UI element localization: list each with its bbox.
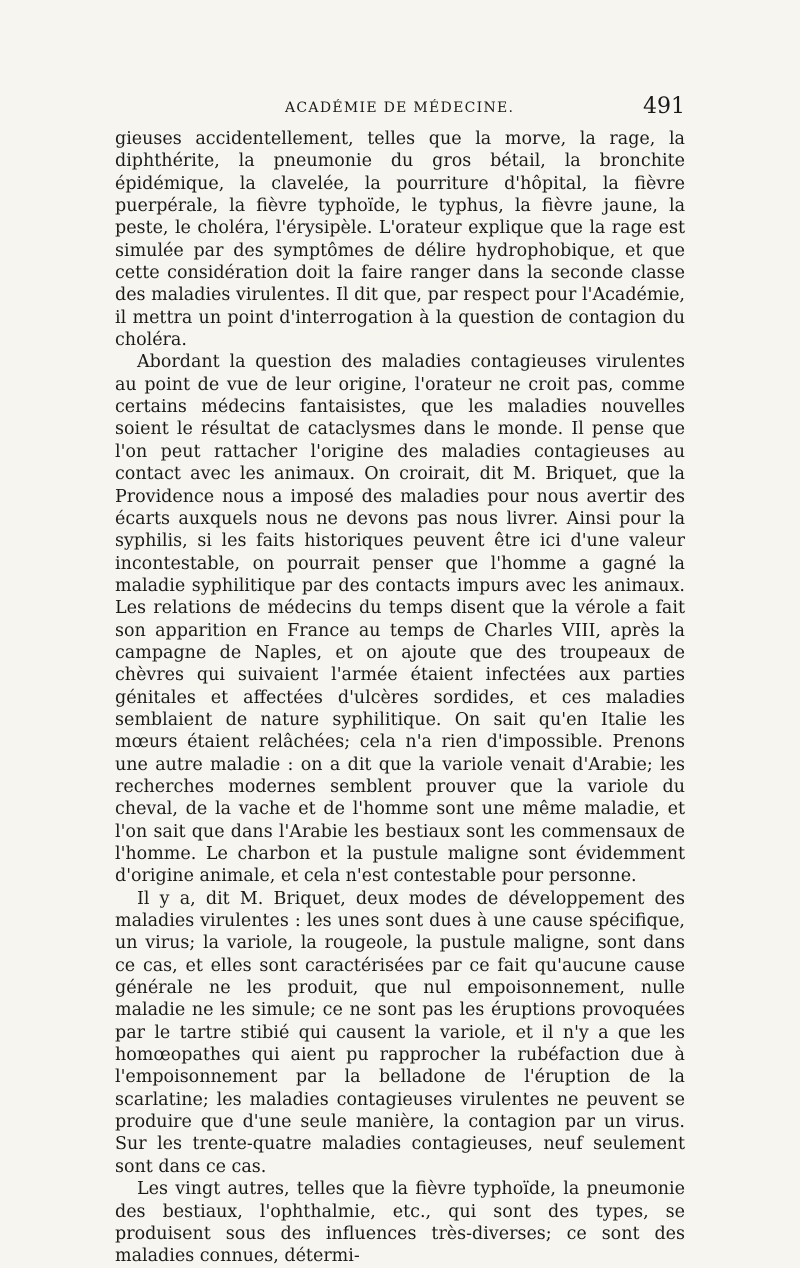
page-header [115, 96, 685, 126]
paragraph: Abordant la question des maladies contagieuses virulentes au point de vue de leur origine, l'orateur ne croit pas, comme certains médecins fantaisistes, que les maladies nouvelles soient le résultat de cataclysmes dans le monde. Il pense que l'on peut rattacher l'origine des maladies contagieuses au contact avec les animaux. On croirait, dit M. Briquet, que la Providence nous a imposé des maladies pour nous avertir des écarts auxquels nous ne devons pas nous livrer. Ainsi pour la syphilis, si les faits historiques peuvent être ici d'une valeur incontestable, on pourrait penser que l'homme a gagné la maladie syphilitique par des contacts impurs avec les animaux. Les relations de médecins du temps disent que la vérole a fait son apparition en France au temps de Charles VIII, après la campagne de Naples, et on ajoute que des troupeaux de chèvres qui suivaient l'armée étaient infectées aux parties génitales et affectées d'ulcères sordides, et ces maladies semblaient de nature syphilitique. On sait qu'en Italie les mœurs étaient relâchées; cela n'a rien d'impossible. Prenons une autre maladie : on a dit que la variole venait d'Arabie; les recherches modernes semblent prouver que la variole du cheval, de la vache et de l'homme sont une même maladie, et l'on sait que dans l'Arabie les bestiaux sont les commensaux de l'homme. Le charbon et la pustule maligne sont évidemment d'origine animale, et cela n'est contestable pour personne. [115, 352, 685, 887]
running-head: ACADÉMIE DE MÉDECINE. [285, 100, 515, 116]
body-text [115, 128, 685, 1268]
paragraph: Les vingt autres, telles que la fièvre typhoïde, la pneumonie des bestiaux, l'ophthalmie, etc., qui sont des types, se produisent sous des influences très-diverses; ce sont des maladies connues, détermi- [115, 1179, 685, 1267]
page-number: 491 [643, 94, 685, 119]
paragraph: gieuses accidentellement, telles que la morve, la rage, la diphthérite, la pneumonie du gros bétail, la bronchite épidémique, la clavelée, la pourriture d'hôpital, la fièvre puerpérale, la fièvre typhoïde, le typhus, la fièvre jaune, la peste, le choléra, l'érysipèle. L'orateur explique que la rage est simulée par des symptômes de délire hydrophobique, et que cette considération doit la faire ranger dans la seconde classe des maladies virulentes. Il dit que, par respect pour l'Académie, il mettra un point d'interrogation à la question de contagion du choléra. [115, 129, 685, 351]
paragraph: Il y a, dit M. Briquet, deux modes de développement des maladies virulentes : les unes sont dues à une cause spécifique, un virus; la variole, la rougeole, la pustule maligne, sont dans ce cas, et elles sont caractérisées par ce fait qu'aucune cause générale ne les produit, que nul empoisonnement, nulle maladie ne les simule; ce ne sont pas les éruptions provoquées par le tartre stibié qui causent la variole, et il n'y a que les homœopathes qui aient pu rapprocher la rubéfaction due à l'empoisonnement par la belladone de l'éruption de la scarlatine; les maladies contagieuses virulentes ne peuvent se produire que d'une seule manière, la contagion par un virus. Sur les trente-quatre maladies contagieuses, neuf seulement sont dans ce cas. [115, 888, 685, 1177]
